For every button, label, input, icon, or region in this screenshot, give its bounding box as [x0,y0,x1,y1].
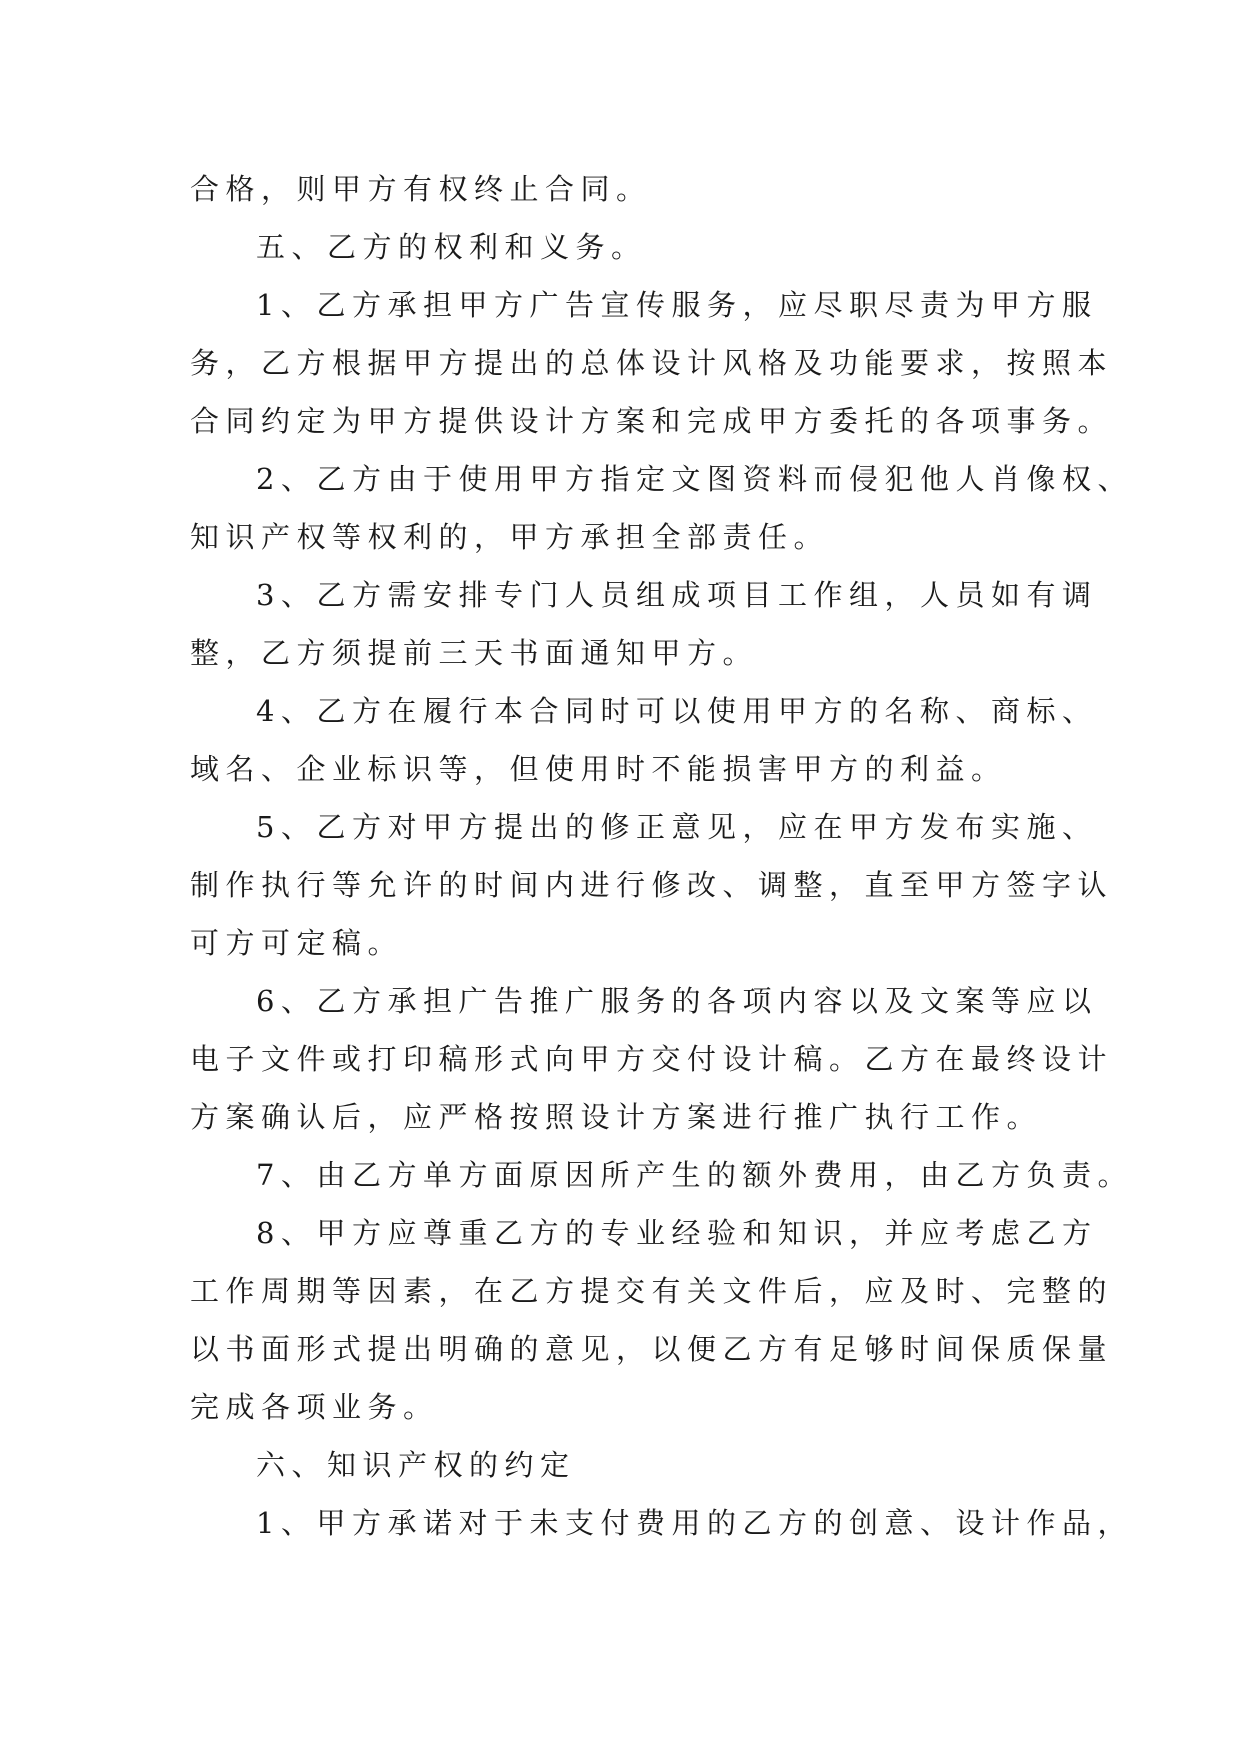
text-line: 1、乙方承担甲方广告宣传服务，应尽职尽责为甲方服 [256,288,1098,322]
text-line: 知识产权等权利的，甲方承担全部责任。 [190,520,830,554]
text-line: 7、由乙方单方面原因所产生的额外费用，由乙方负责。 [256,1158,1133,1192]
text-line: 完成各项业务。 [190,1390,439,1424]
text-line: 电子文件或打印稿形式向甲方交付设计稿。乙方在最终设计 [190,1042,1114,1076]
text-line: 4、乙方在履行本合同时可以使用甲方的名称、商标、 [256,694,1098,728]
text-line: 合格，则甲方有权终止合同。 [190,172,652,206]
document-body [190,160,1133,1552]
text-line: 务，乙方根据甲方提出的总体设计风格及功能要求，按照本 [190,346,1114,380]
text-line: 六、知识产权的约定 [256,1448,576,1482]
text-line: 以书面形式提出明确的意见，以便乙方有足够时间保质保量 [190,1332,1114,1366]
text-line: 3、乙方需安排专门人员组成项目工作组，人员如有调 [256,578,1098,612]
text-line: 2、乙方由于使用甲方指定文图资料而侵犯他人肖像权、 [256,462,1133,496]
text-line: 5、乙方对甲方提出的修正意见，应在甲方发布实施、 [256,810,1098,844]
text-line: 1、甲方承诺对于未支付费用的乙方的创意、设计作品， [256,1506,1133,1540]
text-line: 整，乙方须提前三天书面通知甲方。 [190,636,759,670]
text-line: 方案确认后，应严格按照设计方案进行推广执行工作。 [190,1100,1043,1134]
text-line: 8、甲方应尊重乙方的专业经验和知识，并应考虑乙方 [256,1216,1098,1250]
text-line: 6、乙方承担广告推广服务的各项内容以及文案等应以 [256,984,1098,1018]
text-line: 域名、企业标识等，但使用时不能损害甲方的利益。 [190,752,1007,786]
text-line: 制作执行等允许的时间内进行修改、调整，直至甲方签字认 [190,868,1114,902]
text-line: 可方可定稿。 [190,926,404,960]
text-line: 工作周期等因素，在乙方提交有关文件后，应及时、完整的 [190,1274,1114,1308]
text-line: 合同约定为甲方提供设计方案和完成甲方委托的各项事务。 [190,404,1114,438]
text-line: 五、乙方的权利和义务。 [256,230,647,264]
